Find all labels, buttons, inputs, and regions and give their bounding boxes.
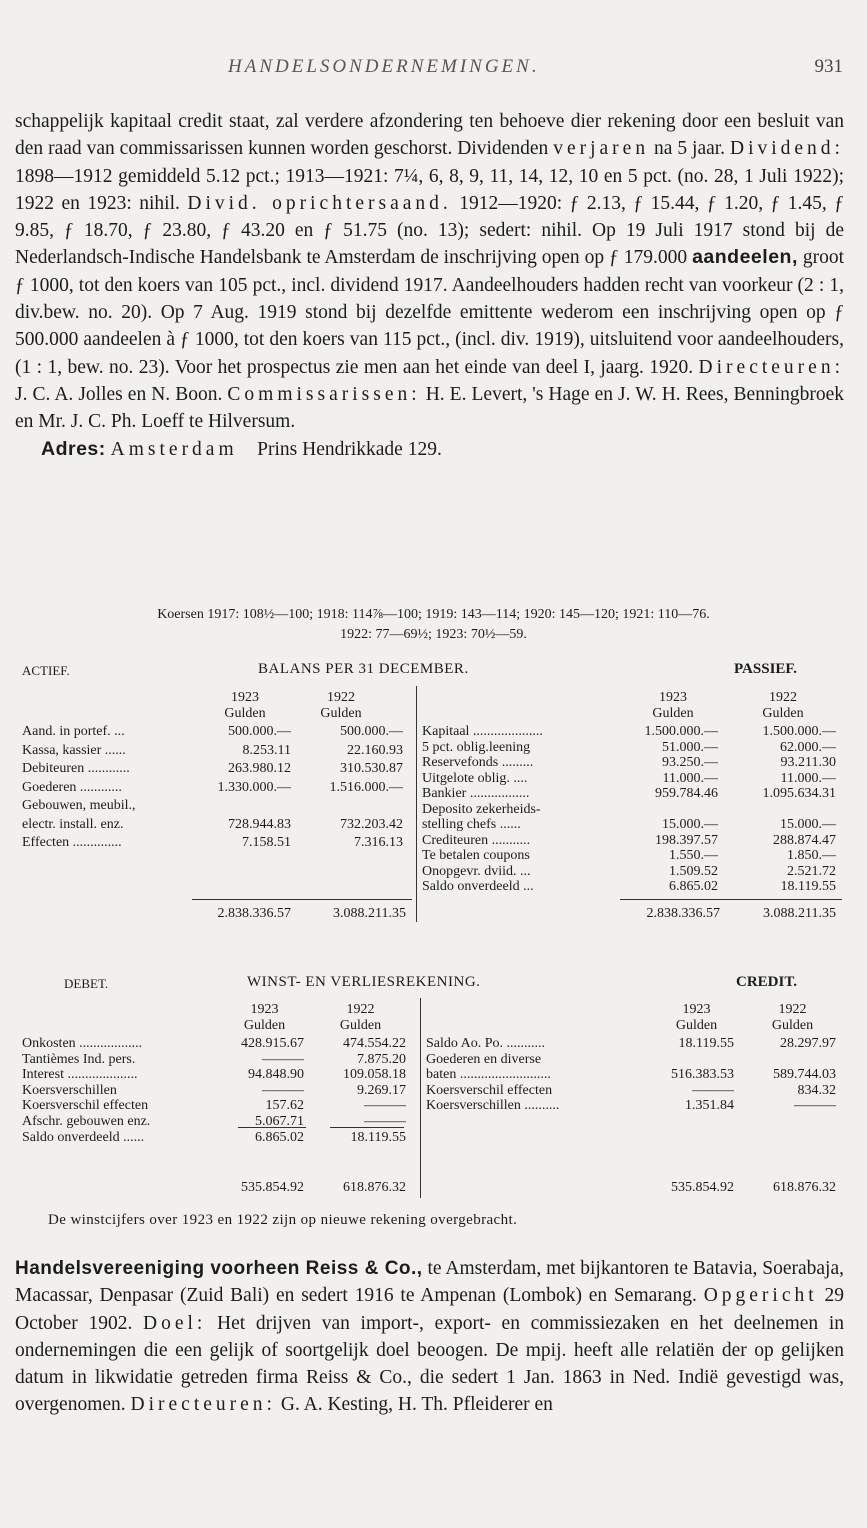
- row-value-1923: 1.351.84: [685, 1098, 734, 1114]
- row-label: Reservefonds .........: [422, 755, 534, 770]
- column-divider: [420, 998, 421, 1198]
- unit-col-1: Gulden: [224, 706, 266, 721]
- company-name: Handelsvereeniging voorheen Reiss & Co.,: [15, 1258, 423, 1279]
- year-col-2: 1922: [346, 1002, 375, 1017]
- actief-total-1923: 2.838.336.57: [217, 906, 291, 921]
- row-value-1923: 1.509.52: [669, 863, 718, 879]
- page-number: 931: [814, 56, 843, 77]
- unit-col-3: Gulden: [675, 1018, 718, 1033]
- row-value-1923: ———: [262, 1051, 304, 1067]
- row-label: Uitgelote oblig. ....: [422, 770, 528, 786]
- sum-rule: [238, 1127, 306, 1128]
- text: G. A. Kesting, H. Th. Pfleiderer en: [275, 1394, 553, 1416]
- row-value-1922: 589.744.03: [773, 1067, 836, 1083]
- row-value-1923: 1.330.000.—: [217, 779, 291, 795]
- adres-street: Prins Hendrikkade 129.: [257, 438, 442, 460]
- debet-total-1922: 618.876.32: [343, 1180, 406, 1195]
- row-value-1922: 1.516.000.—: [329, 779, 403, 795]
- row-value-1922: 109.058.18: [343, 1067, 406, 1083]
- row-value-1922: 834.32: [797, 1082, 836, 1098]
- year-col-4: 1922: [778, 1002, 807, 1017]
- pl-title: WINST- EN VERLIESREKENING.: [247, 974, 481, 990]
- row-value-1923: 728.944.83: [228, 816, 291, 832]
- row-value-1923: 959.784.46: [655, 786, 718, 801]
- row-value-1922: ———: [794, 1098, 836, 1114]
- row-value-1923: 1.500.000.—: [644, 724, 718, 739]
- footnote: De winstcijfers over 1923 en 1922 zijn op nieuwe rekening overgebracht.: [48, 1212, 518, 1228]
- text: H. E. Levert, 's Hage en J. W. H. Rees, Benningbroek en Mr. J. C. Ph. Loeff te Hilversum.: [15, 383, 845, 433]
- row-value-1922: 62.000.—: [780, 739, 836, 755]
- row-label: Effecten ..............: [22, 835, 122, 850]
- row-label: Koersverschil effecten: [22, 1098, 149, 1114]
- year-col-3: 1923: [659, 690, 687, 705]
- spaced-term: Dividend:: [729, 138, 844, 160]
- year-col-4: 1922: [769, 690, 797, 705]
- row-value-1923: 198.397.57: [655, 832, 718, 848]
- row-label: Kapitaal ....................: [422, 724, 543, 739]
- row-label: Saldo onverdeeld ......: [22, 1129, 145, 1145]
- row-value-1923: 11.000.—: [662, 770, 718, 786]
- row-label: Onkosten ..................: [22, 1036, 143, 1051]
- text: Het drijven van import-, export- en commissiezaken en het deelnemen in ondernemingen die een gelijk of soortgelijk doel beoogen. De mpij. heeft alle relatiën der op gelijken datum in likwidatie getreden firma Reiss & Co., die sedert 1 Jan. 1863 in Ned. Indië gevestigd was, overgenomen.: [15, 1312, 844, 1416]
- text: 29 October 1902.: [15, 1285, 844, 1334]
- row-value-1922: 7.875.20: [357, 1051, 406, 1067]
- row-value-1923: 6.865.02: [669, 879, 718, 894]
- row-value-1922: 732.203.42: [340, 816, 403, 832]
- spaced-term: verjaren: [553, 138, 650, 160]
- row-value-1922: 9.269.17: [357, 1082, 406, 1098]
- actief-total-1922: 3.088.211.35: [333, 906, 406, 921]
- bold-term: aandeelen,: [692, 246, 798, 269]
- debet-total-1923: 535.854.92: [241, 1180, 304, 1195]
- row-value-1922: 500.000.—: [340, 724, 403, 739]
- row-value-1923: 7.158.51: [242, 835, 291, 850]
- year-col-1: 1923: [250, 1002, 279, 1017]
- row-label: Goederen en diverse: [426, 1051, 542, 1067]
- row-value-1923: 500.000.—: [228, 724, 291, 739]
- row-value-1922: 474.554.22: [343, 1036, 406, 1051]
- row-value-1922: 7.316.13: [354, 835, 403, 850]
- row-label: Afschr. gebouwen enz.: [22, 1114, 151, 1129]
- row-label: Aand. in portef. ...: [22, 724, 125, 739]
- row-value-1922: 18.119.55: [350, 1129, 406, 1145]
- row-label: stelling chefs ......: [422, 817, 521, 832]
- text: groot ƒ 1000, tot den koers van 105 pct., incl. dividend 1917. Aandeelhouders hadden recht van voorkeur (2 : 1, div.bew. no. 20). Op 7 Aug. 1919 stond bij dezelfde emittente wederom een inschrijving open op ƒ 500.000 aandeelen à ƒ 1000, tot den koers van 115 pct., (incl. div. 1919), uitsluitend voor aandeelhouders, (1 : 1, bew. no. 23). Voor het prospectus zie men aan het einde van deel I, jaarg. 1920.: [15, 247, 844, 378]
- text: 1898—1912 gemiddeld 5.12 pct.; 1913—1921: 7¼, 6, 8, 9, 11, 14, 12, 10 en 5 pct. (no. 28, 1 Juli 1922); 1922 en 1923: nihil.: [15, 165, 844, 214]
- adres-city: Amsterdam: [110, 438, 238, 460]
- spaced-term: Doel:: [143, 1312, 207, 1334]
- text: schappelijk kapitaal credit staat, zal verdere afzondering ten behoeve dier rekening door een besluit van den raad van commissarissen kunnen worden geschorst. Dividenden: [15, 111, 844, 160]
- row-value-1922: 1.500.000.—: [762, 724, 836, 739]
- text: J. C. A. Jolles en N. Boon.: [15, 383, 228, 405]
- row-label: electr. install. enz.: [22, 816, 124, 832]
- row-value-1922: 2.521.72: [787, 863, 836, 879]
- row-label: Koersverschillen: [22, 1082, 117, 1098]
- koersen-line-2: 1922: 77—69½; 1923: 70½—59.: [340, 627, 527, 642]
- row-value-1923: 428.915.67: [241, 1036, 304, 1051]
- year-col-1: 1923: [231, 690, 259, 705]
- actief-heading: ACTIEF.: [22, 663, 70, 678]
- koersen-line-1: Koersen 1917: 108½—100; 1918: 114⅞—100; 1919: 143—114; 1920: 145—120; 1921: 110—76.: [157, 607, 710, 622]
- adres-label: Adres:: [41, 437, 106, 460]
- credit-total-1923: 535.854.92: [671, 1180, 734, 1195]
- text: te Amsterdam, met bijkantoren te Batavia, Soerabaja, Macassar, Denpasar (Zuid Bali) en sedert 1916 te Ampenan (Lombok) en Semarang.: [15, 1258, 844, 1307]
- row-value-1922: 22.160.93: [347, 742, 403, 758]
- spaced-term: Divid. oprichtersaand.: [187, 192, 452, 214]
- row-value-1922: 1.095.634.31: [762, 786, 836, 801]
- credit-heading: CREDIT.: [736, 974, 797, 990]
- row-label: Saldo onverdeeld ...: [422, 879, 534, 894]
- row-label: Saldo Ao. Po. ...........: [426, 1036, 546, 1051]
- unit-col-1: Gulden: [243, 1018, 286, 1033]
- row-value-1922: 288.874.47: [773, 832, 836, 848]
- row-label: Koersverschil effecten: [426, 1082, 553, 1098]
- spaced-term: Directeuren:: [130, 1394, 276, 1416]
- row-value-1922: 310.530.87: [340, 761, 403, 776]
- row-label: Deposito zekerheids-: [422, 801, 541, 817]
- unit-col-4: Gulden: [771, 1018, 814, 1033]
- row-value-1923: 51.000.—: [662, 739, 718, 755]
- row-label: 5 pct. oblig.leening: [422, 739, 531, 755]
- row-label: Kassa, kassier ......: [22, 742, 126, 758]
- row-value-1923: 157.62: [265, 1098, 304, 1114]
- year-col-2: 1922: [327, 690, 355, 705]
- row-label: Goederen ............: [22, 779, 122, 795]
- row-value-1922: 1.850.—: [787, 848, 836, 863]
- passief-heading: PASSIEF.: [734, 661, 797, 677]
- row-label: Debiteuren ............: [22, 761, 130, 776]
- unit-col-4: Gulden: [762, 706, 804, 721]
- spaced-term: Opgericht: [703, 1285, 818, 1307]
- row-value-1923: 1.550.—: [669, 848, 718, 863]
- row-value-1923: 8.253.11: [242, 742, 291, 758]
- spaced-term: Commissarissen:: [227, 383, 421, 405]
- row-label: Te betalen coupons: [422, 848, 530, 863]
- row-value-1923: 15.000.—: [662, 817, 718, 832]
- passief-total-1922: 3.088.211.35: [763, 906, 836, 921]
- sum-rule: [330, 1127, 404, 1128]
- row-value-1923: 516.383.53: [671, 1067, 734, 1083]
- passief-total-1923: 2.838.336.57: [646, 906, 720, 921]
- row-value-1923: ———: [692, 1082, 734, 1098]
- row-value-1923: ———: [262, 1082, 304, 1098]
- row-value-1922: 15.000.—: [780, 817, 836, 832]
- row-value-1922: ———: [364, 1098, 406, 1114]
- row-value-1923: 6.865.02: [255, 1129, 304, 1145]
- text: 1912—1920: ƒ 2.13, ƒ 15.44, ƒ 1.20, ƒ 1.45, ƒ 9.85, ƒ 18.70, ƒ 23.80, ƒ 43.20 en ƒ 51.75 (no. 13); sedert: nihil. Op 19 Juli 1917 stond bij de Nederlandsch-Indische Handelsbank te Amsterdam de inschrijving open op ƒ 179.000: [15, 192, 845, 269]
- credit-total-1922: 618.876.32: [773, 1180, 836, 1195]
- balance-title: BALANS PER 31 DECEMBER.: [258, 661, 469, 677]
- row-value-1923: 5.067.71: [255, 1114, 304, 1129]
- unit-col-2: Gulden: [320, 706, 362, 721]
- row-label: baten ..........................: [426, 1067, 551, 1083]
- row-value-1923: 94.848.90: [248, 1067, 304, 1083]
- row-label: Interest ....................: [22, 1067, 138, 1083]
- row-value-1923: 18.119.55: [678, 1036, 734, 1051]
- year-col-3: 1923: [682, 1002, 711, 1017]
- row-label: Gebouwen, meubil.,: [22, 798, 136, 813]
- company-paragraph-reiss: [15, 1255, 844, 1419]
- text: na 5 jaar.: [649, 138, 730, 160]
- running-title: HANDELSONDERNEMINGEN.: [228, 56, 540, 77]
- row-label: Crediteuren ...........: [422, 832, 531, 848]
- row-value-1922: 93.211.30: [780, 755, 836, 770]
- row-label: Bankier .................: [422, 786, 530, 801]
- row-label: Onopgevr. dviid. ...: [422, 863, 531, 879]
- debet-heading: DEBET.: [64, 976, 109, 991]
- row-value-1922: 11.000.—: [780, 770, 836, 786]
- row-label: Koersverschillen ..........: [426, 1098, 560, 1114]
- row-value-1922: ———: [364, 1114, 406, 1129]
- row-value-1923: 93.250.—: [662, 755, 718, 770]
- row-value-1923: 263.980.12: [228, 761, 291, 776]
- row-value-1922: 18.119.55: [780, 879, 836, 894]
- row-value-1922: 28.297.97: [780, 1036, 836, 1051]
- unit-col-2: Gulden: [339, 1018, 382, 1033]
- row-label: Tantièmes Ind. pers.: [22, 1051, 136, 1067]
- spaced-term: Directeuren:: [698, 356, 844, 378]
- unit-col-3: Gulden: [652, 706, 694, 721]
